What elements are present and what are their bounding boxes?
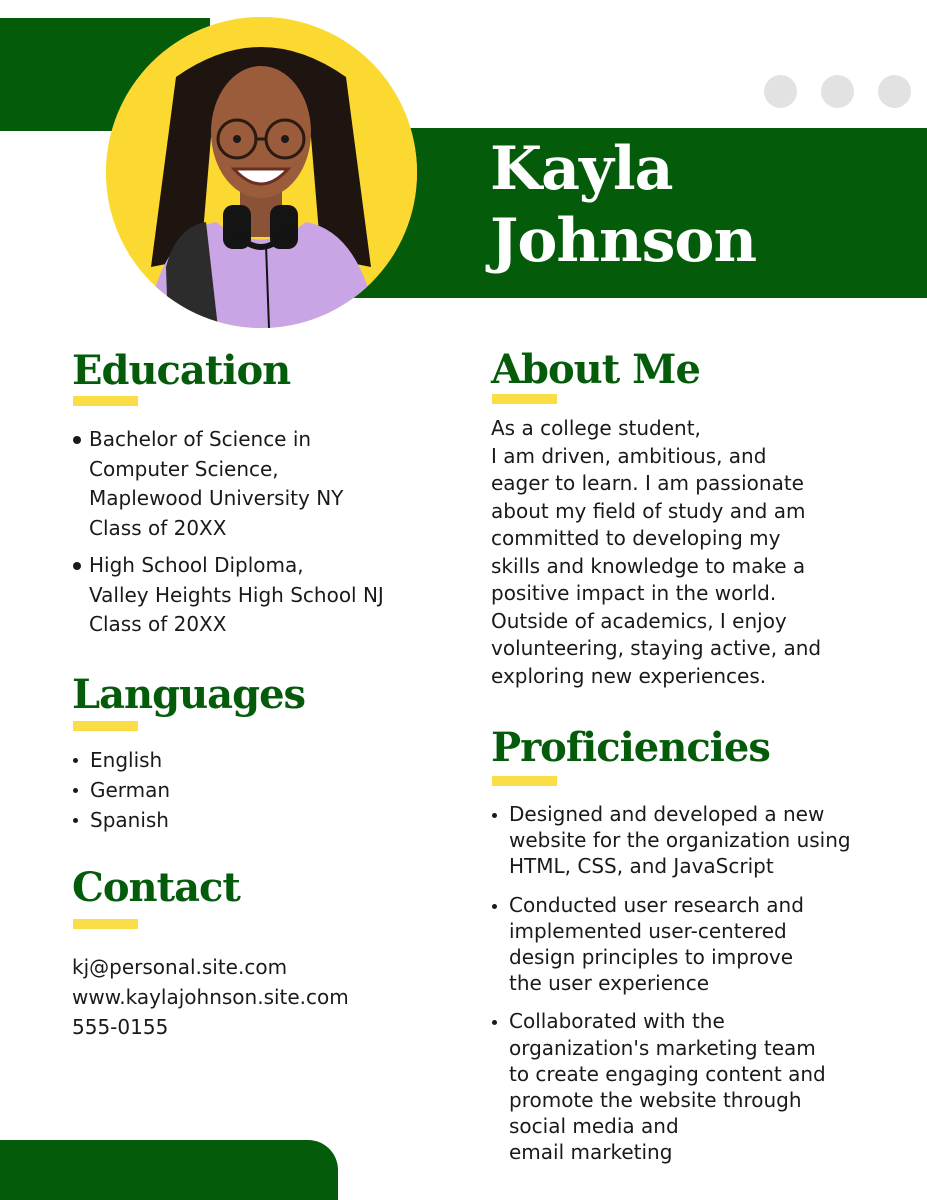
last-name: Johnson xyxy=(490,206,757,276)
proficiencies-underline xyxy=(492,776,557,786)
about-underline xyxy=(492,394,557,404)
email: kj@personal.site.com xyxy=(72,955,288,979)
list-item: German xyxy=(72,775,170,805)
list-item: Spanish xyxy=(72,805,170,835)
dot-icon xyxy=(764,75,797,108)
list-item: Designed and developed a new website for the organization using HTML, CSS, and JavaScript xyxy=(491,801,891,880)
list-item: High School Diploma, Valley Heights High School NJ Class of 20XX xyxy=(72,551,432,640)
contact-heading: Contact xyxy=(72,864,240,911)
languages-list xyxy=(72,745,170,835)
proficiencies-heading: Proficiencies xyxy=(491,724,770,771)
education-list xyxy=(72,425,432,648)
dot-icon xyxy=(821,75,854,108)
person-name xyxy=(490,133,756,277)
list-item: Collaborated with the organization's marketing team to create engaging content and promote the website through social media and email marketing xyxy=(491,1008,891,1165)
contact-info xyxy=(72,952,349,1042)
dot-icon xyxy=(878,75,911,108)
education-underline xyxy=(73,396,138,406)
phone: 555-0155 xyxy=(72,1015,169,1039)
portrait-illustration xyxy=(106,17,417,328)
website: www.kaylajohnson.site.com xyxy=(72,985,349,1009)
list-item: Conducted user research and implemented user-centered design principles to improve the user experience xyxy=(491,892,891,997)
list-item: English xyxy=(72,745,170,775)
list-item: Bachelor of Science in Computer Science, Maplewood University NY Class of 20XX xyxy=(72,425,432,543)
decorative-dots xyxy=(764,75,911,108)
languages-heading: Languages xyxy=(72,671,306,718)
about-text: As a college student, I am driven, ambitious, and eager to learn. I am passionate about my field of study and am committed to developing my skills and knowledge to make a positive impact in the world. Outside of academics, I enjoy volunteering, staying active, and exploring new experiences. xyxy=(491,416,822,688)
first-name: Kayla xyxy=(490,134,673,204)
about-heading: About Me xyxy=(491,346,700,393)
footer-block xyxy=(0,1140,338,1200)
languages-underline xyxy=(73,721,138,731)
education-heading: Education xyxy=(72,347,291,394)
profile-photo xyxy=(106,17,417,328)
proficiencies-list xyxy=(491,801,891,1178)
contact-underline xyxy=(73,919,138,929)
